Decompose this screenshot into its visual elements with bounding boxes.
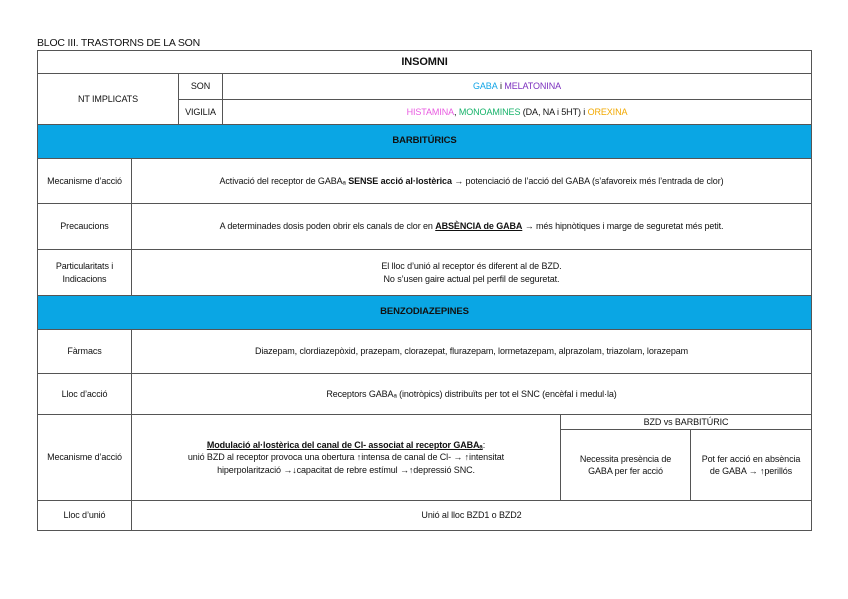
barb-prec-bold: ABSÈNCIA de GABA: [435, 221, 523, 232]
barb-mec-value: [131, 158, 812, 204]
barb-mec-bold: SENSE acció al·lostèrica: [348, 175, 452, 186]
barb-part-label: Particularitats i Indicacions: [37, 249, 132, 296]
barb-prec-label: Precaucions: [37, 203, 132, 250]
benzo-mec-line2: unió BZD al receptor provoca una obertura ↑intensa de canal de Cl- → ↑intensitat: [187, 452, 505, 463]
barb-mec-post: → potenciació de l’acció del GABA (s’afavoreix més l’entrada de clor): [451, 175, 724, 186]
barb-part-line1: El lloc d’unió al receptor és diferent al de BZD.: [381, 261, 562, 272]
benzo-band: BENZODIAZEPINES: [37, 295, 812, 330]
barb-mec-pre: Activació del receptor de GABAₐ: [219, 175, 349, 186]
vs-header: BZD vs BARBITÚRIC: [560, 414, 812, 430]
barb-prec-post: → més hipnòtiques i marge de seguretat més petit.: [522, 221, 724, 232]
vig-histamina: HISTAMINA: [406, 106, 455, 117]
vs-barb: Pot fer acció en absència de GABA → ↑perillós: [690, 429, 812, 501]
barb-part-line2: No s’usen gaire actual pel perfil de seguretat.: [383, 273, 560, 284]
barbiturics-band: BARBITÚRICS: [37, 124, 812, 159]
vs-bzd: Necessita presència de GABA per fer acció: [560, 429, 691, 501]
benzo-unio-label: Lloc d’unió: [37, 500, 132, 531]
vig-comma: ,: [454, 106, 459, 117]
vig-orexina: OREXINA: [587, 106, 628, 117]
benzo-mec-label: Mecanisme d’acció: [37, 414, 132, 501]
vig-mid: (DA, NA i 5HT) i: [520, 106, 588, 117]
benzo-mec-line3: hiperpolarització →↓capacitat de rebre estímul →↑depressió SNC.: [217, 464, 475, 475]
barb-mec-label: Mecanisme d’acció: [37, 158, 132, 204]
vig-monoamines: MONOAMINES: [458, 106, 521, 117]
table-title: INSOMNI: [37, 50, 812, 74]
page-header: BLOC III. TRASTORNS DE LA SON: [37, 37, 201, 49]
barb-part-value: [131, 249, 812, 296]
benzo-mec-value: [131, 414, 561, 501]
barb-prec-value: [131, 203, 812, 250]
son-gaba: GABA: [473, 81, 498, 92]
son-value: [222, 73, 812, 100]
nt-label: NT IMPLICATS: [37, 73, 179, 125]
son-melatonina: MELATONINA: [504, 81, 561, 92]
vigilia-label: VIGILIA: [178, 99, 223, 125]
benzo-mec-colon: :: [482, 439, 486, 450]
benzo-unio-value: Unió al lloc BZD1 o BZD2: [131, 500, 812, 531]
son-label: SON: [178, 73, 223, 100]
benzo-farm-label: Fàrmacs: [37, 329, 132, 374]
barb-prec-pre: A determinades dosis poden obrir els canals de clor en: [219, 221, 436, 232]
son-and: i: [497, 81, 505, 92]
benzo-lloc-label: Lloc d’acció: [37, 373, 132, 415]
benzo-farm-value: Diazepam, clordiazepòxid, prazepam, clorazepat, flurazepam, lormetazepam, alprazolam, triazolam, lorazepam: [131, 329, 812, 374]
benzo-lloc-value: Receptors GABAₐ (inotròpics) distribuïts per tot el SNC (encèfal i medul·la): [131, 373, 812, 415]
vigilia-value: [222, 99, 812, 125]
benzo-mec-title: Modulació al·lostèrica del canal de Cl- associat al receptor GABAₐ: [206, 439, 483, 450]
